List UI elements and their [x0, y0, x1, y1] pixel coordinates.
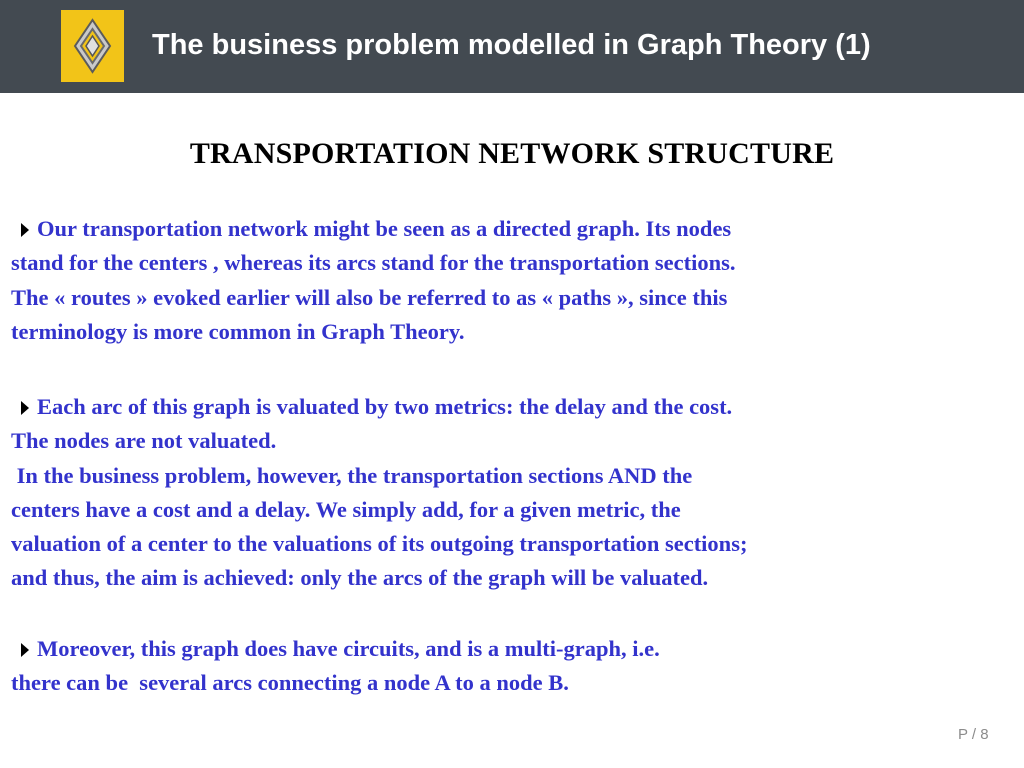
paragraph-line: The nodes are not valuated. [11, 428, 277, 454]
slide-title: The business problem modelled in Graph Theory (1) [152, 29, 871, 61]
paragraph-line: Moreover, this graph does have circuits, and is a multi-graph, i.e. [11, 632, 1011, 666]
triangle-right-icon [21, 401, 29, 415]
paragraph-line: terminology is more common in Graph Theory. [11, 318, 465, 344]
paragraph-line: Each arc of this graph is valuated by two metrics: the delay and the cost. [11, 390, 1011, 424]
page-number: P / 8 [958, 726, 989, 743]
paragraph-line: and thus, the aim is achieved: only the arcs of the graph will be valuated. [11, 565, 709, 591]
section-heading: TRANSPORTATION NETWORK STRUCTURE [189, 137, 835, 170]
paragraph-line: there can be several arcs connecting a node A to a node B. [11, 670, 569, 696]
triangle-right-icon [21, 643, 29, 657]
paragraph-line: The « routes » evoked earlier will also be referred to as « paths », since this [11, 284, 728, 310]
paragraph-line: In the business problem, however, the transportation sections AND the [11, 462, 693, 488]
paragraph-arc-metrics [11, 390, 1011, 596]
renault-diamond-logo-icon [61, 10, 124, 82]
logo [61, 10, 124, 82]
triangle-right-icon [21, 223, 29, 237]
paragraph-multi-graph [11, 632, 1011, 701]
paragraph-directed-graph [11, 212, 1011, 349]
header-bar [0, 0, 1024, 93]
paragraph-line: centers have a cost and a delay. We simply add, for a given metric, the [11, 496, 681, 522]
paragraph-line: stand for the centers , whereas its arcs stand for the transportation sections. [11, 250, 736, 276]
paragraph-line: Our transportation network might be seen as a directed graph. Its nodes [11, 212, 1011, 246]
paragraph-line: valuation of a center to the valuations of its outgoing transportation sections; [11, 531, 748, 557]
